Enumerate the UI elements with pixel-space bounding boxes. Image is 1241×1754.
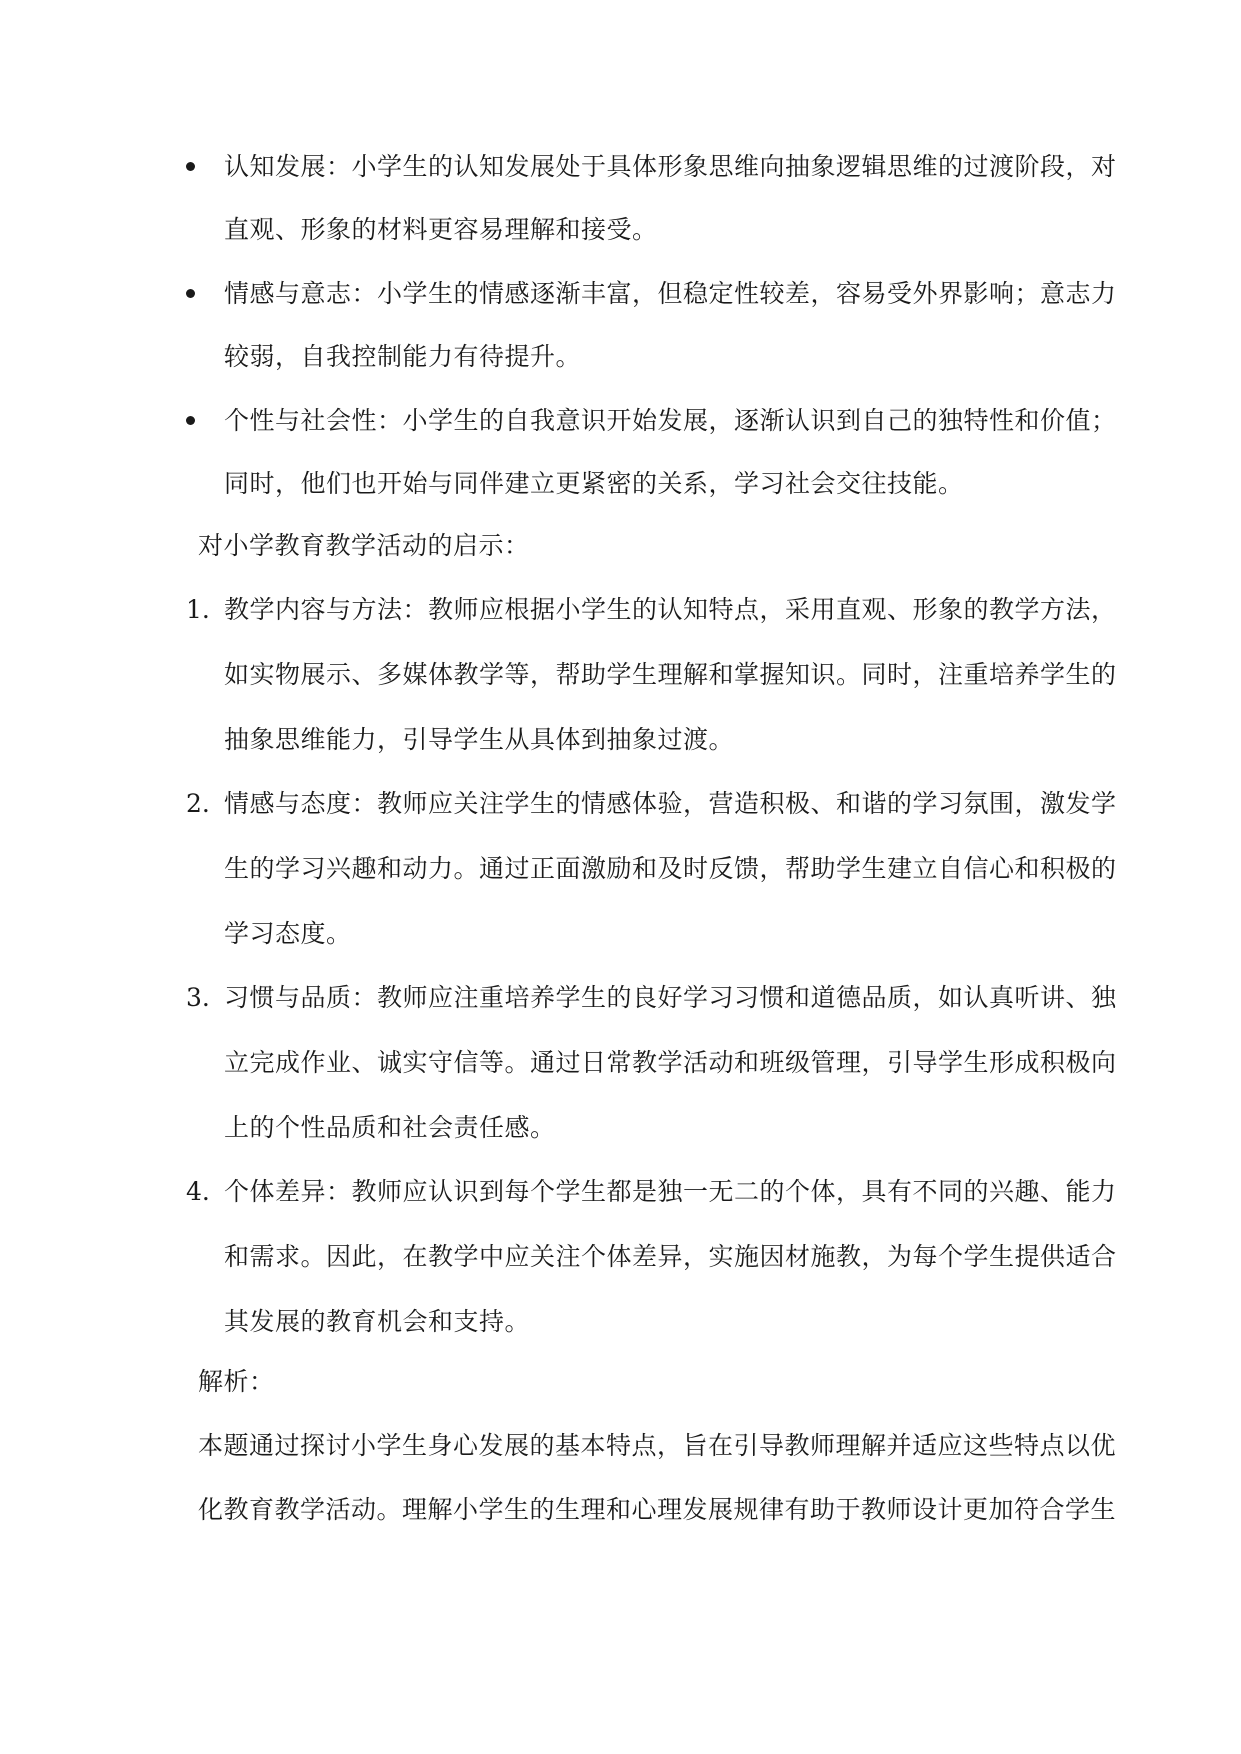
bullet-icon bbox=[186, 162, 195, 171]
section-heading: 对小学教育教学活动的启示： bbox=[198, 531, 530, 560]
list-line: 学习态度。 bbox=[224, 919, 352, 948]
analysis-line: 本题通过探讨小学生身心发展的基本特点，旨在引导教师理解并适应这些特点以优 bbox=[198, 1431, 1117, 1460]
bullet-line: 同时，他们也开始与同伴建立更紧密的关系，学习社会交往技能。 bbox=[224, 469, 964, 498]
list-line: 其发展的教育机会和支持。 bbox=[224, 1307, 531, 1336]
bullet-icon bbox=[186, 289, 195, 298]
list-line: 如实物展示、多媒体教学等，帮助学生理解和掌握知识。同时，注重培养学生的 bbox=[224, 660, 1117, 689]
analysis-line: 化教育教学活动。理解小学生的生理和心理发展规律有助于教师设计更加符合学生 bbox=[198, 1495, 1117, 1524]
list-number: 2. bbox=[186, 789, 210, 818]
analysis-heading: 解析： bbox=[198, 1367, 275, 1396]
list-line: 习惯与品质：教师应注重培养学生的良好学习习惯和道德品质，如认真听讲、独 bbox=[224, 983, 1117, 1012]
list-line: 教学内容与方法：教师应根据小学生的认知特点，采用直观、形象的教学方法， bbox=[224, 595, 1117, 624]
list-number: 3. bbox=[186, 983, 210, 1012]
bullet-line: 个性与社会性：小学生的自我意识开始发展，逐渐认识到自己的独特性和价值； bbox=[224, 406, 1117, 435]
list-line: 情感与态度：教师应关注学生的情感体验，营造积极、和谐的学习氛围，激发学 bbox=[224, 789, 1117, 818]
list-line: 立完成作业、诚实守信等。通过日常教学活动和班级管理，引导学生形成积极向 bbox=[224, 1048, 1117, 1077]
bullet-line: 直观、形象的材料更容易理解和接受。 bbox=[224, 215, 658, 244]
bullet-line: 情感与意志：小学生的情感逐渐丰富，但稳定性较差，容易受外界影响；意志力 bbox=[224, 279, 1117, 308]
list-line: 个体差异：教师应认识到每个学生都是独一无二的个体，具有不同的兴趣、能力 bbox=[224, 1177, 1117, 1206]
bullet-line: 认知发展：小学生的认知发展处于具体形象思维向抽象逻辑思维的过渡阶段，对 bbox=[224, 152, 1117, 181]
list-number: 4. bbox=[186, 1177, 210, 1206]
list-number: 1. bbox=[186, 595, 210, 624]
list-line: 上的个性品质和社会责任感。 bbox=[224, 1113, 556, 1142]
bullet-icon bbox=[186, 416, 195, 425]
list-line: 抽象思维能力，引导学生从具体到抽象过渡。 bbox=[224, 725, 735, 754]
list-line: 和需求。因此，在教学中应关注个体差异，实施因材施教，为每个学生提供适合 bbox=[224, 1242, 1117, 1271]
list-line: 生的学习兴趣和动力。通过正面激励和及时反馈，帮助学生建立自信心和积极的 bbox=[224, 854, 1117, 883]
bullet-line: 较弱，自我控制能力有待提升。 bbox=[224, 342, 582, 371]
